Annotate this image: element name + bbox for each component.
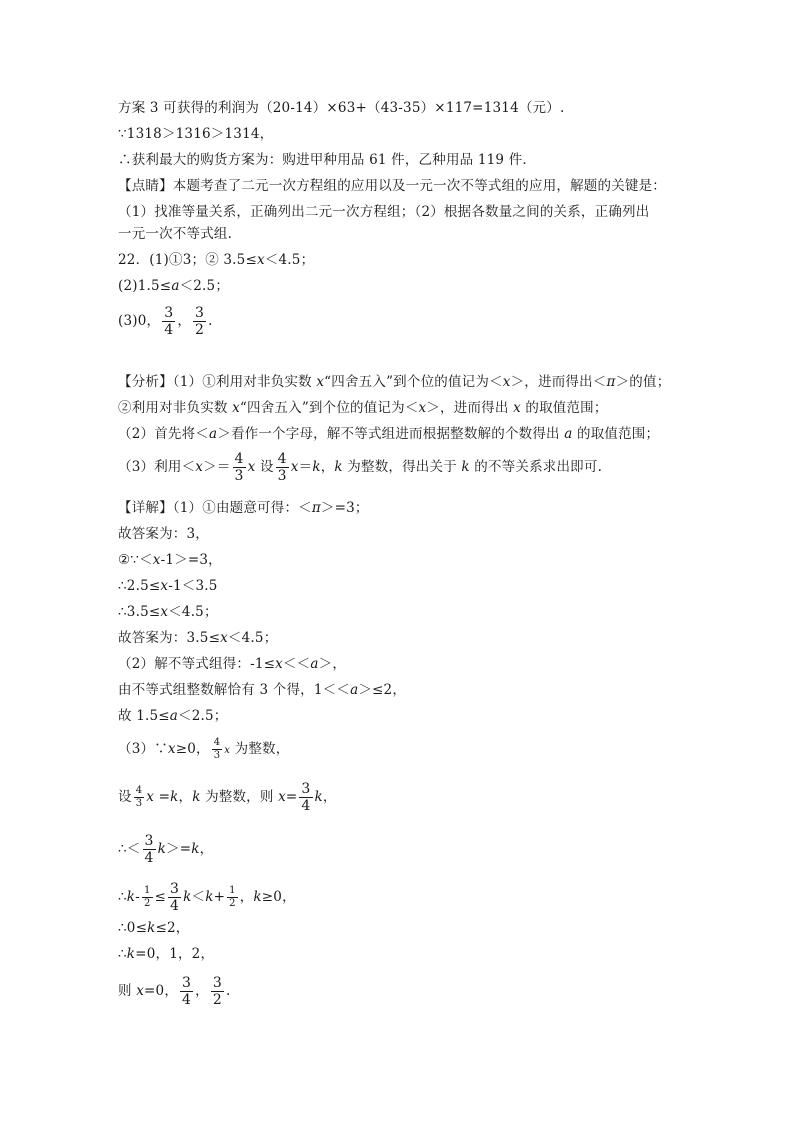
text-line: 一元一次不等式组.: [118, 226, 233, 242]
comment-heading-line: 【点睛】本题考查了二元一次方程组的应用以及一元一次不等式组的应用，解题的关键是：: [118, 178, 666, 194]
fraction: $\frac{4}{3}$: [213, 737, 221, 761]
fraction: $\frac{3}{2}$: [212, 975, 222, 1008]
text-line: ∴k- $\frac{1}{2}$ ≤ $\frac{3}{4}$ k＜k+ $\frac{1}{2}$ ，k≥0，: [118, 881, 296, 914]
fraction: $\frac{3}{4}$: [170, 881, 180, 914]
text-line: （3）∵x≥0， $\frac{4}{3}$ x 为整数，: [118, 737, 290, 761]
text-line: 故答案为：3.5≤x＜4.5；: [118, 630, 278, 646]
text-line: 设 $\frac{4}{3}$ x =k，k 为整数，则 x= $\frac{3}{4}$ k，: [118, 781, 337, 814]
text-line: ②∵＜x-1＞=3，: [118, 552, 222, 568]
fraction: $\frac{1}{2}$: [229, 885, 236, 909]
text-line: ∴获利最大的购货方案为：购进甲种用品 61 件，乙种用品 119 件.: [118, 152, 527, 168]
text-line: 故答案为：3，: [118, 526, 209, 542]
fraction: $\frac{4}{3}$: [277, 451, 287, 484]
text-line: ∴2.5≤x-1＜3.5: [118, 578, 218, 594]
text-line: ∵1318＞1316＞1314，: [118, 126, 274, 142]
detail-heading-line: 【详解】（1）①由题意可得：＜π＞=3；: [118, 500, 369, 516]
text-line: 方案 3 可获得的利润为（20-14）×63+（43-35）×117=1314（元）.: [118, 100, 565, 116]
answer-line: 22．(1)①3；② 3.5≤x＜4.5；: [118, 252, 315, 268]
fraction: $\frac{3}{4}$: [301, 781, 311, 814]
fraction: $\frac{3}{2}$: [195, 305, 205, 338]
text-line: ∴3.5≤x＜4.5；: [118, 604, 218, 620]
text-line: （2）首先将＜a＞看作一个字母，解不等式组进而根据整数解的个数得出 a 的取值范围；: [118, 426, 660, 442]
text-line: ②利用对非负实数 x“四舍五入”到个位的值记为＜x＞，进而得出 x 的取值范围；: [118, 400, 608, 416]
text-line: （2）解不等式组得：-1≤x＜＜a＞，: [118, 656, 347, 672]
text-line: （3）利用＜x＞＝ $\frac{4}{3}$ x 设 $\frac{4}{3}$ x＝k，k 为整数，得出关于 k 的不等关系求出即可.: [118, 451, 603, 484]
analysis-heading-line: 【分析】（1）①利用对非负实数 x“四舍五入”到个位的值记为＜x＞，进而得出＜π＞的值；: [118, 374, 671, 390]
fraction: $\frac{4}{3}$: [135, 785, 143, 809]
text-line: ∴0≤k≤2，: [118, 920, 190, 936]
answer-line: (2)1.5≤a＜2.5；: [118, 278, 230, 294]
text-line: 故 1.5≤a＜2.5；: [118, 708, 228, 724]
text-line: 由不等式组整数解恰有 3 个得，1＜＜a＞≤2，: [118, 682, 407, 698]
fraction: $\frac{1}{2}$: [143, 885, 151, 909]
text-line: ∴k=0，1，2，: [118, 946, 215, 962]
fraction: $\frac{4}{3}$: [234, 451, 244, 484]
fraction: $\frac{3}{4}$: [182, 975, 192, 1008]
fraction: $\frac{3}{4}$: [164, 305, 174, 338]
fraction: $\frac{3}{4}$: [144, 833, 154, 866]
text-line: 则 x=0， $\frac{3}{4}$ ， $\frac{3}{2}$ .: [118, 975, 231, 1008]
answer-line: (3)0， $\frac{3}{4}$ ， $\frac{3}{2}$ .: [118, 305, 213, 338]
text-line: （1）找准等量关系，正确列出二元一次方程组；（2）根据各数量之间的关系，正确列出: [118, 204, 650, 220]
text-line: ∴＜ $\frac{3}{4}$ k＞=k，: [118, 833, 214, 866]
